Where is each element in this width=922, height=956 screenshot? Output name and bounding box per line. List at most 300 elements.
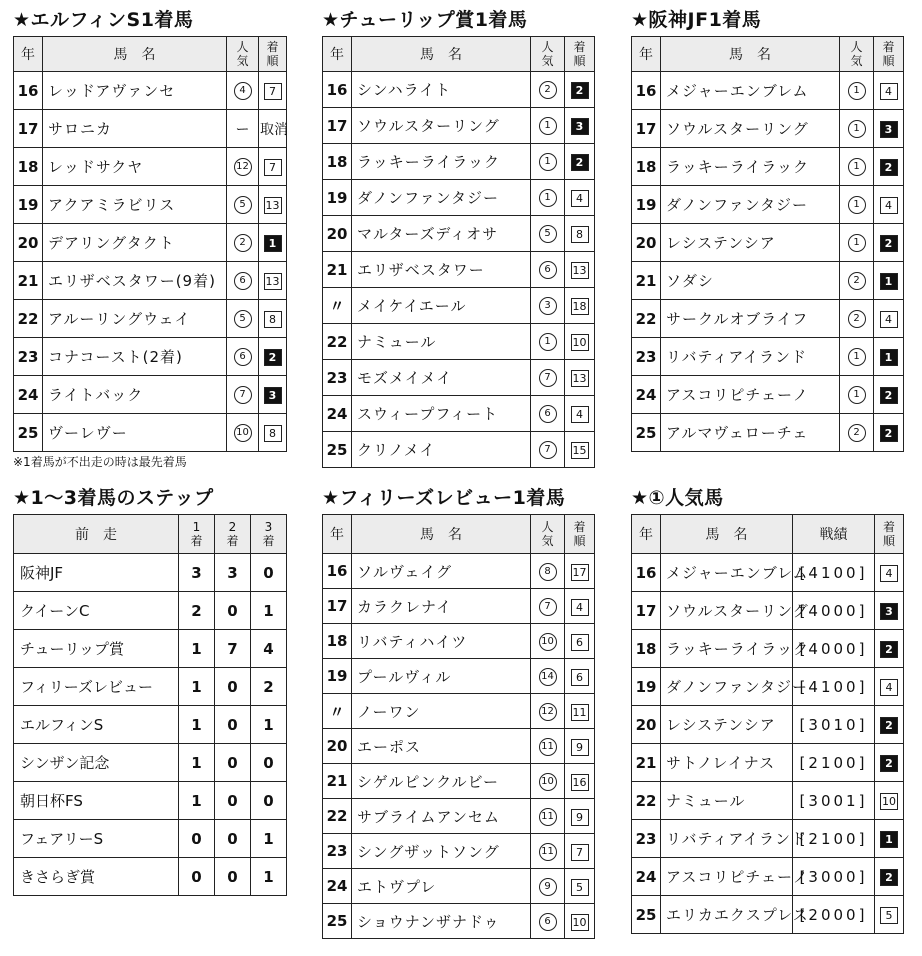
finish-badge: 13 bbox=[572, 372, 587, 385]
year-cell: 22 bbox=[632, 300, 661, 338]
popularity-cell bbox=[531, 396, 565, 432]
horse-name-cell: サトノレイナス bbox=[661, 744, 793, 782]
popularity-cell bbox=[531, 764, 565, 799]
horse-name-cell: メジャーエンブレム bbox=[661, 554, 793, 592]
horse-name-cell: シングザットソング bbox=[352, 834, 531, 869]
table-row bbox=[323, 904, 595, 939]
elfin-table bbox=[13, 36, 287, 452]
first-count-cell: 1 bbox=[179, 630, 215, 668]
second-count-cell: 0 bbox=[215, 782, 251, 820]
finish-badge: 5 bbox=[571, 879, 589, 896]
popularity-badge: 10 bbox=[539, 633, 557, 651]
second-count-cell: 0 bbox=[215, 744, 251, 782]
table-row bbox=[632, 744, 904, 782]
first-count-cell: 1 bbox=[179, 782, 215, 820]
popularity-cell bbox=[531, 72, 565, 108]
finish-badge: 8 bbox=[571, 226, 589, 243]
popularity-cell bbox=[227, 110, 259, 148]
finish-cell bbox=[565, 180, 595, 216]
horse-name-cell: レッドアヴァンセ bbox=[43, 72, 227, 110]
prev-race-cell: フェアリーS bbox=[14, 820, 179, 858]
finish-badge: 7 bbox=[571, 844, 589, 861]
record-cell: [3001] bbox=[793, 782, 875, 820]
table-row bbox=[323, 729, 595, 764]
finish-cell bbox=[565, 694, 595, 729]
year-cell: 〃 bbox=[323, 694, 352, 729]
table-row bbox=[14, 744, 287, 782]
finish-cell bbox=[875, 592, 904, 630]
year-cell: 19 bbox=[14, 186, 43, 224]
finish-badge: 16 bbox=[572, 775, 587, 789]
header-pop: 人気 bbox=[840, 37, 874, 72]
finish-cell bbox=[874, 376, 904, 414]
year-cell: 16 bbox=[632, 72, 661, 110]
table-row bbox=[632, 414, 904, 452]
record-cell: [4100] bbox=[793, 668, 875, 706]
finish-cell bbox=[874, 186, 904, 224]
table-row bbox=[323, 869, 595, 904]
popularity-cell bbox=[227, 300, 259, 338]
finish-cell bbox=[259, 338, 287, 376]
popularity-badge: 6 bbox=[539, 913, 557, 931]
popularity-badge: 11 bbox=[539, 808, 557, 826]
year-cell: 17 bbox=[632, 110, 661, 148]
horse-name-cell: ソルヴェイグ bbox=[352, 554, 531, 589]
finish-cell bbox=[875, 744, 904, 782]
year-cell: 18 bbox=[632, 148, 661, 186]
year-cell: 19 bbox=[323, 180, 352, 216]
popularity-cell bbox=[227, 262, 259, 300]
footnote: ※1着馬が不出走の時は最先着馬 bbox=[13, 455, 187, 469]
finish-cell bbox=[874, 72, 904, 110]
popularity-cell bbox=[840, 224, 874, 262]
prev-race-cell: 阪神JF bbox=[14, 554, 179, 592]
popularity-cell bbox=[531, 360, 565, 396]
table-row bbox=[632, 262, 904, 300]
horse-name-cell: ソダシ bbox=[661, 262, 840, 300]
horse-name-cell: アルーリングウェイ bbox=[43, 300, 227, 338]
horse-name-cell: ソウルスターリング bbox=[352, 108, 531, 144]
favorite-section bbox=[631, 482, 904, 934]
header-name: 馬 名 bbox=[352, 37, 531, 72]
popularity-cell bbox=[531, 869, 565, 904]
table-header-row bbox=[632, 515, 904, 554]
popularity-badge: 10 bbox=[539, 773, 557, 791]
header-name: 馬 名 bbox=[43, 37, 227, 72]
popularity-badge: 1 bbox=[848, 120, 866, 138]
horse-name-cell: ナミュール bbox=[661, 782, 793, 820]
table-row bbox=[323, 144, 595, 180]
section-title: ★1～3着馬のステップ bbox=[13, 487, 214, 509]
year-cell: 21 bbox=[323, 764, 352, 799]
finish-cell bbox=[874, 414, 904, 452]
horse-name-cell: ラッキーライラック bbox=[661, 630, 793, 668]
horse-name-cell: ラッキーライラック bbox=[352, 144, 531, 180]
table-row bbox=[632, 224, 904, 262]
popularity-badge: 9 bbox=[539, 878, 557, 896]
year-cell: 23 bbox=[323, 360, 352, 396]
header-first: 1着 bbox=[179, 515, 215, 554]
table-row bbox=[323, 360, 595, 396]
finish-badge: 2 bbox=[880, 235, 898, 252]
table-row bbox=[632, 186, 904, 224]
popularity-cell bbox=[227, 414, 259, 452]
section-title: ★フィリーズレビュー1着馬 bbox=[322, 487, 566, 509]
third-count-cell: 1 bbox=[251, 858, 287, 896]
finish-badge: 5 bbox=[880, 907, 898, 924]
finish-badge: 2 bbox=[571, 82, 589, 99]
table-row bbox=[14, 110, 287, 148]
header-third: 3着 bbox=[251, 515, 287, 554]
table-header-row bbox=[14, 515, 287, 554]
finish-cell bbox=[565, 834, 595, 869]
popularity-badge: 2 bbox=[848, 272, 866, 290]
finish-badge: 2 bbox=[880, 159, 898, 176]
header-pop: 人気 bbox=[531, 37, 565, 72]
finish-cell bbox=[259, 72, 287, 110]
table-row bbox=[323, 108, 595, 144]
horse-name-cell: エリザベスタワー bbox=[352, 252, 531, 288]
popularity-cell bbox=[531, 288, 565, 324]
third-count-cell: 1 bbox=[251, 592, 287, 630]
finish-cell bbox=[875, 782, 904, 820]
popularity-badge: 5 bbox=[234, 310, 252, 328]
first-count-cell: 0 bbox=[179, 820, 215, 858]
horse-name-cell: レシステンシア bbox=[661, 224, 840, 262]
horse-name-cell: メイケイエール bbox=[352, 288, 531, 324]
finish-cell bbox=[565, 360, 595, 396]
year-cell: 17 bbox=[14, 110, 43, 148]
finish-cell bbox=[565, 432, 595, 468]
table-row bbox=[323, 288, 595, 324]
popularity-badge: 1 bbox=[848, 348, 866, 366]
table-row bbox=[323, 834, 595, 869]
year-cell: 19 bbox=[632, 668, 661, 706]
horse-name-cell: エーポス bbox=[352, 729, 531, 764]
table-row bbox=[632, 630, 904, 668]
fillies-section bbox=[322, 482, 595, 939]
horse-name-cell: ソウルスターリング bbox=[661, 592, 793, 630]
horse-name-cell: デアリングタクト bbox=[43, 224, 227, 262]
horse-name-cell: レッドサクヤ bbox=[43, 148, 227, 186]
popularity-cell bbox=[840, 376, 874, 414]
table-row bbox=[632, 592, 904, 630]
finish-cell bbox=[259, 300, 287, 338]
finish-badge: 7 bbox=[264, 159, 282, 176]
year-cell: 21 bbox=[14, 262, 43, 300]
finish-cell bbox=[565, 252, 595, 288]
finish-badge: 6 bbox=[571, 634, 589, 651]
popularity-cell bbox=[531, 799, 565, 834]
horse-name-cell: ヴーレヴー bbox=[43, 414, 227, 452]
header-finish: 着順 bbox=[259, 37, 287, 72]
year-cell: 18 bbox=[323, 624, 352, 659]
table-header-row bbox=[632, 37, 904, 72]
year-cell: 20 bbox=[323, 216, 352, 252]
finish-cell bbox=[565, 108, 595, 144]
table-row bbox=[323, 624, 595, 659]
finish-badge: 2 bbox=[880, 641, 898, 658]
table-row bbox=[323, 554, 595, 589]
popularity-badge: 1 bbox=[848, 196, 866, 214]
finish-badge: 2 bbox=[571, 154, 589, 171]
year-cell: 25 bbox=[323, 904, 352, 939]
year-cell: 18 bbox=[632, 630, 661, 668]
finish-badge: 3 bbox=[264, 387, 282, 404]
horse-name-cell: プールヴィル bbox=[352, 659, 531, 694]
year-cell: 20 bbox=[323, 729, 352, 764]
finish-badge: 1 bbox=[880, 349, 898, 366]
header-name: 馬 名 bbox=[661, 37, 840, 72]
horse-name-cell: モズメイメイ bbox=[352, 360, 531, 396]
record-cell: [3010] bbox=[793, 706, 875, 744]
record-cell: [2100] bbox=[793, 820, 875, 858]
horse-name-cell: リバティアイランド bbox=[661, 820, 793, 858]
popularity-cell bbox=[227, 376, 259, 414]
table-row bbox=[323, 432, 595, 468]
table-row bbox=[323, 324, 595, 360]
table-row bbox=[323, 180, 595, 216]
popularity-cell bbox=[531, 554, 565, 589]
year-cell: 23 bbox=[323, 834, 352, 869]
popularity-cell bbox=[531, 324, 565, 360]
finish-badge: 15 bbox=[572, 444, 587, 457]
prev-race-cell: 朝日杯FS bbox=[14, 782, 179, 820]
finish-cell bbox=[259, 376, 287, 414]
year-cell: 22 bbox=[323, 324, 352, 360]
finish-cell bbox=[565, 729, 595, 764]
table-row bbox=[632, 376, 904, 414]
table-row bbox=[323, 589, 595, 624]
year-cell: 25 bbox=[632, 896, 661, 934]
finish-cell bbox=[259, 186, 287, 224]
horse-name-cell: リバティアイランド bbox=[661, 338, 840, 376]
horse-name-cell: エリカエクスプレス bbox=[661, 896, 793, 934]
third-count-cell: 1 bbox=[251, 820, 287, 858]
second-count-cell: 0 bbox=[215, 592, 251, 630]
popularity-badge: 10 bbox=[234, 424, 252, 442]
table-row bbox=[14, 630, 287, 668]
finish-cell bbox=[565, 216, 595, 252]
popularity-badge: 2 bbox=[234, 234, 252, 252]
horse-name-cell: エトヴプレ bbox=[352, 869, 531, 904]
popularity-cell bbox=[840, 148, 874, 186]
finish-badge: 8 bbox=[264, 311, 282, 328]
popularity-badge: 1 bbox=[848, 158, 866, 176]
table-row bbox=[632, 554, 904, 592]
table-row bbox=[632, 300, 904, 338]
finish-cell bbox=[874, 300, 904, 338]
table-row bbox=[323, 252, 595, 288]
finish-badge: 1 bbox=[880, 831, 898, 848]
popularity-cell bbox=[840, 262, 874, 300]
second-count-cell: 0 bbox=[215, 820, 251, 858]
prev-race-cell: エルフィンS bbox=[14, 706, 179, 744]
year-cell: 25 bbox=[323, 432, 352, 468]
year-cell: 24 bbox=[14, 376, 43, 414]
popularity-badge: 2 bbox=[848, 424, 866, 442]
popularity-cell bbox=[531, 659, 565, 694]
popularity-badge: 7 bbox=[539, 369, 557, 387]
popularity-cell bbox=[531, 252, 565, 288]
header-pop: 人気 bbox=[531, 515, 565, 554]
finish-badge: 4 bbox=[880, 197, 898, 214]
header-finish: 着順 bbox=[565, 515, 595, 554]
year-cell: 23 bbox=[14, 338, 43, 376]
horse-name-cell: ナミュール bbox=[352, 324, 531, 360]
finish-badge: 4 bbox=[880, 311, 898, 328]
popularity-cell bbox=[840, 72, 874, 110]
finish-cell bbox=[565, 288, 595, 324]
table-row bbox=[323, 216, 595, 252]
horse-name-cell: クリノメイ bbox=[352, 432, 531, 468]
popularity-badge: 14 bbox=[539, 668, 557, 686]
header-second: 2着 bbox=[215, 515, 251, 554]
finish-badge: 1 bbox=[264, 235, 282, 252]
finish-badge: 4 bbox=[571, 599, 589, 616]
hanshin-section bbox=[631, 4, 904, 452]
finish-cell bbox=[565, 869, 595, 904]
table-row bbox=[14, 858, 287, 896]
horse-name-cell: アスコリピチェーノ bbox=[661, 376, 840, 414]
finish-cell bbox=[565, 624, 595, 659]
year-cell: 〃 bbox=[323, 288, 352, 324]
popularity-cell bbox=[531, 108, 565, 144]
horse-name-cell: リバティハイツ bbox=[352, 624, 531, 659]
year-cell: 17 bbox=[632, 592, 661, 630]
elfin-section bbox=[13, 4, 287, 470]
year-cell: 16 bbox=[323, 554, 352, 589]
finish-cell bbox=[565, 904, 595, 939]
header-year: 年 bbox=[14, 37, 43, 72]
popularity-badge: 5 bbox=[234, 196, 252, 214]
year-cell: 16 bbox=[632, 554, 661, 592]
popularity-cell bbox=[840, 300, 874, 338]
finish-badge: 2 bbox=[880, 425, 898, 442]
finish-badge: 2 bbox=[880, 717, 898, 734]
finish-cell bbox=[874, 148, 904, 186]
table-row bbox=[632, 338, 904, 376]
header-pop: 人気 bbox=[227, 37, 259, 72]
header-record: 戦績 bbox=[793, 515, 875, 554]
popularity-cell bbox=[227, 224, 259, 262]
popularity-badge: 1 bbox=[539, 153, 557, 171]
popularity-cell bbox=[531, 216, 565, 252]
finish-cell bbox=[875, 706, 904, 744]
record-cell: [4000] bbox=[793, 630, 875, 668]
horse-name-cell: サブライムアンセム bbox=[352, 799, 531, 834]
table-row bbox=[14, 300, 287, 338]
finish-badge: 7 bbox=[264, 83, 282, 100]
horse-name-cell: メジャーエンブレム bbox=[661, 72, 840, 110]
step-table bbox=[13, 514, 287, 896]
table-row bbox=[14, 338, 287, 376]
table-row bbox=[632, 110, 904, 148]
year-cell: 24 bbox=[323, 869, 352, 904]
year-cell: 25 bbox=[14, 414, 43, 452]
prev-race-cell: チューリップ賞 bbox=[14, 630, 179, 668]
table-row bbox=[632, 148, 904, 186]
finish-cell bbox=[875, 554, 904, 592]
year-cell: 20 bbox=[14, 224, 43, 262]
year-cell: 25 bbox=[632, 414, 661, 452]
horse-name-cell: マルターズディオサ bbox=[352, 216, 531, 252]
popularity-badge: 7 bbox=[539, 598, 557, 616]
finish-badge: 17 bbox=[572, 565, 587, 579]
popularity-badge: 1 bbox=[848, 234, 866, 252]
first-count-cell: 1 bbox=[179, 744, 215, 782]
popularity-cell bbox=[531, 904, 565, 939]
horse-name-cell: ダノンファンタジー bbox=[661, 186, 840, 224]
finish-cell bbox=[259, 414, 287, 452]
horse-name-cell: シンハライト bbox=[352, 72, 531, 108]
year-cell: 22 bbox=[323, 799, 352, 834]
horse-name-cell: サロニカ bbox=[43, 110, 227, 148]
header-year: 年 bbox=[323, 515, 352, 554]
year-cell: 17 bbox=[323, 108, 352, 144]
table-row bbox=[14, 262, 287, 300]
table-header-row bbox=[323, 37, 595, 72]
table-row bbox=[14, 668, 287, 706]
prev-race-cell: クイーンC bbox=[14, 592, 179, 630]
popularity-cell bbox=[531, 432, 565, 468]
popularity-cell bbox=[531, 180, 565, 216]
finish-cell bbox=[875, 630, 904, 668]
table-row bbox=[323, 659, 595, 694]
popularity-badge: 11 bbox=[539, 738, 557, 756]
tulip-table bbox=[322, 36, 595, 468]
prev-race-cell: シンザン記念 bbox=[14, 744, 179, 782]
prev-race-cell: きさらぎ賞 bbox=[14, 858, 179, 896]
record-cell: [4000] bbox=[793, 592, 875, 630]
popularity-cell bbox=[840, 110, 874, 148]
popularity-badge: 2 bbox=[848, 310, 866, 328]
popularity-cell bbox=[531, 729, 565, 764]
finish-badge: 8 bbox=[264, 425, 282, 442]
finish-badge: 1 bbox=[880, 273, 898, 290]
year-cell: 22 bbox=[14, 300, 43, 338]
table-row bbox=[632, 820, 904, 858]
record-cell: [2100] bbox=[793, 744, 875, 782]
header-year: 年 bbox=[323, 37, 352, 72]
year-cell: 24 bbox=[632, 376, 661, 414]
horse-name-cell: ラッキーライラック bbox=[661, 148, 840, 186]
favorite-table bbox=[631, 514, 904, 934]
popularity-badge: 2 bbox=[539, 81, 557, 99]
header-finish: 着順 bbox=[874, 37, 904, 72]
finish-cell bbox=[875, 858, 904, 896]
year-cell: 24 bbox=[632, 858, 661, 896]
finish-badge: 18 bbox=[572, 300, 587, 313]
horse-name-cell: アクアミラビリス bbox=[43, 186, 227, 224]
popularity-badge: 1 bbox=[539, 189, 557, 207]
year-cell: 17 bbox=[323, 589, 352, 624]
finish-badge: 9 bbox=[571, 809, 589, 826]
record-cell: [3000] bbox=[793, 858, 875, 896]
popularity-cell bbox=[531, 694, 565, 729]
year-cell: 16 bbox=[14, 72, 43, 110]
popularity-cell bbox=[227, 186, 259, 224]
first-count-cell: 0 bbox=[179, 858, 215, 896]
popularity-cell bbox=[840, 414, 874, 452]
year-cell: 18 bbox=[323, 144, 352, 180]
first-count-cell: 1 bbox=[179, 668, 215, 706]
third-count-cell: 0 bbox=[251, 554, 287, 592]
finish-badge: 4 bbox=[880, 83, 898, 100]
table-row bbox=[632, 782, 904, 820]
first-count-cell: 2 bbox=[179, 592, 215, 630]
finish-badge: 13 bbox=[572, 264, 587, 277]
